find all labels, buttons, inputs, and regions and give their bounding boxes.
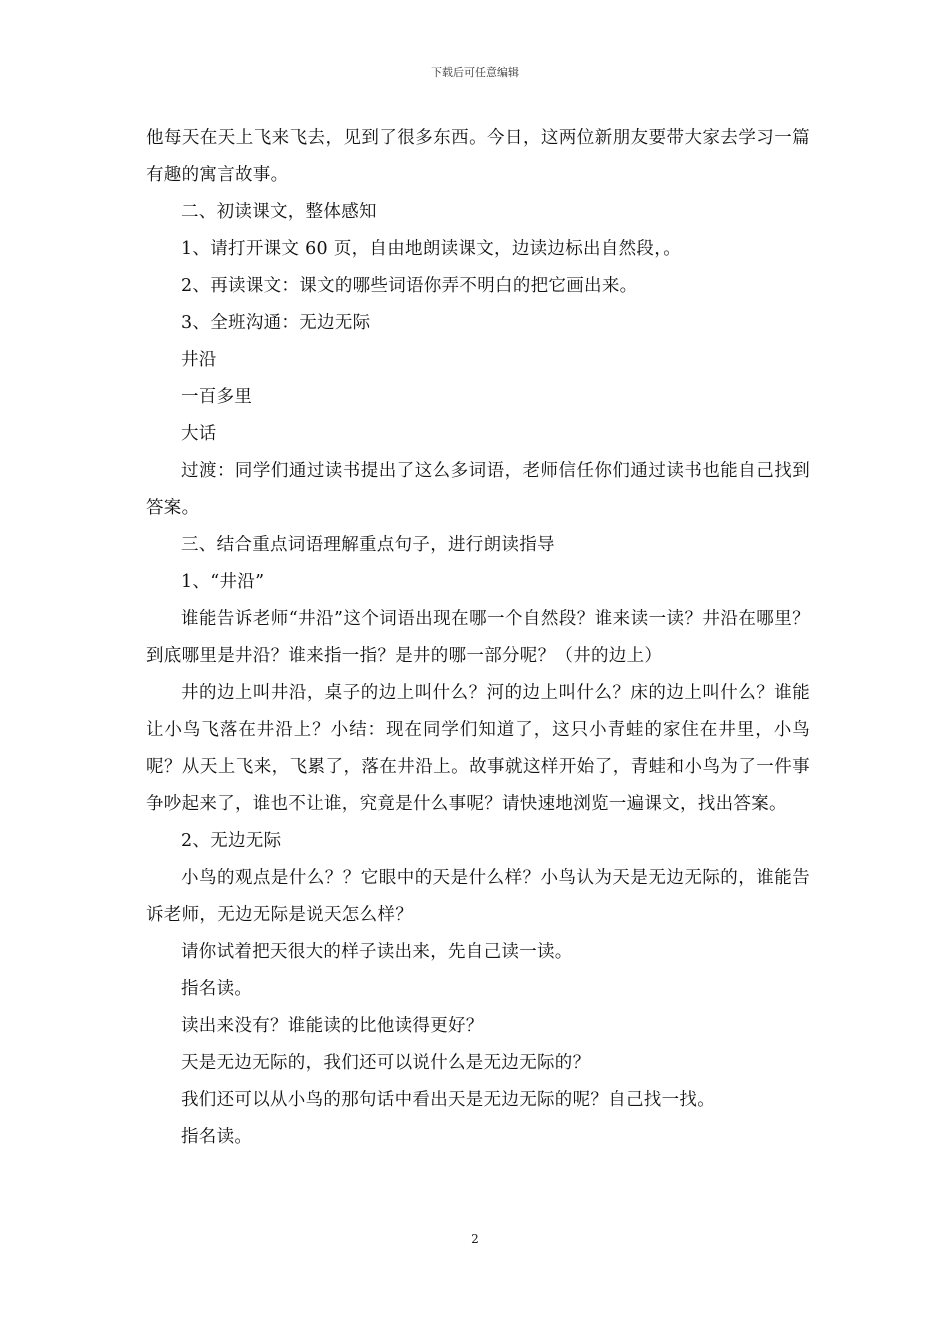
paragraph: 天是无边无际的，我们还可以说什么是无边无际的？ [181,1053,591,1073]
subheading: 1、“井沿” [181,572,265,592]
paragraph: 3、全班沟通：无边无际 [181,313,371,333]
paragraph: 指名读。 [181,979,253,999]
paragraph: 井的边上叫井沿，桌子的边上叫什么？河的边上叫什么？床的边上叫什么？谁能让小鸟飞落在井沿上？小结：现在同学们知道了，这只小青蛙的家住在井里，小鸟呢？从天上飞来，飞累了，落在井沿上。故事就这样开始了，青蛙和小鸟为了一件事争吵起来了，谁也不让谁，究竟是什么事呢？请快速地浏览一遍课文，找出答案。 [146,683,810,814]
vocab-item: 井沿 [181,350,217,370]
paragraph: 谁能告诉老师“井沿”这个词语出现在哪一个自然段？谁来读一读？井沿在哪里？到底哪里是井沿？谁来指一指？是井的哪一部分呢？（井的边上） [146,609,810,666]
paragraph: 指名读。 [181,1127,253,1147]
paragraph: 读出来没有？谁能读的比他读得更好？ [181,1016,484,1036]
subheading: 2、无边无际 [181,831,282,851]
paragraph: 1、请打开课文 60 页，自由地朗读课文，边读边标出自然段，。 [181,239,682,259]
vocab-item: 大话 [181,424,217,444]
section-heading: 二、初读课文，整体感知 [181,202,377,222]
paragraph: 请你试着把天很大的样子读出来，先自己读一读。 [181,942,573,962]
paragraph: 2、再读课文：课文的哪些词语你弄不明白的把它画出来。 [181,276,638,296]
page-number: 2 [471,1232,479,1246]
paragraph: 我们还可以从小鸟的那句话中看出天是无边无际的呢？自己找一找。 [181,1090,715,1110]
paragraph: 过渡：同学们通过读书提出了这么多词语，老师信任你们通过读书也能自己找到答案。 [146,461,810,518]
page-header: 下载后可任意编辑 [431,66,519,79]
section-heading: 三、结合重点词语理解重点句子，进行朗读指导 [181,535,555,555]
document-body [146,120,810,1156]
paragraph: 小鸟的观点是什么？？它眼中的天是什么样？小鸟认为天是无边无际的，谁能告诉老师，无边无际是说天怎么样？ [146,868,810,925]
vocab-item: 一百多里 [181,387,253,407]
paragraph: 他每天在天上飞来飞去，见到了很多东西。今日，这两位新朋友要带大家去学习一篇有趣的寓言故事。 [146,128,810,185]
